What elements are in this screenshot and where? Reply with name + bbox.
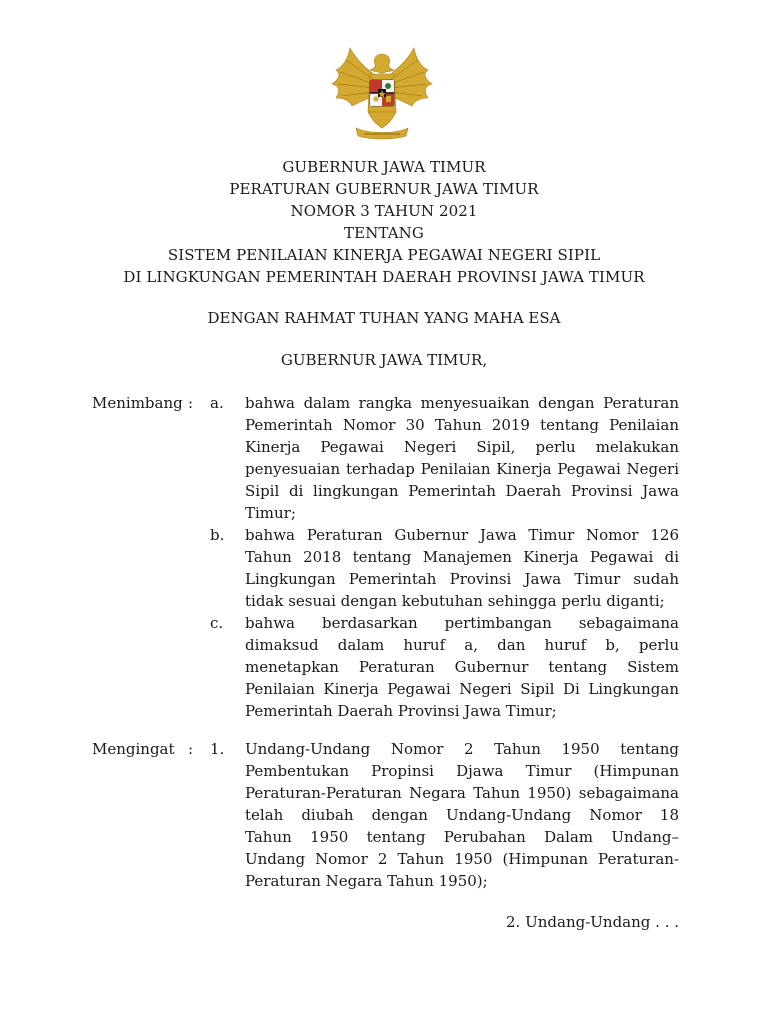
menimbang-item-c (0, 612, 768, 722)
menimbang-label: Menimbang (92, 394, 183, 412)
document-header (0, 156, 768, 288)
paragraph-line: Kinerja Pegawai Negeri Sipil, perlu melakukan (245, 438, 679, 456)
paragraph-line: Undang-Undang Nomor 2 Tahun 1950 tentang (245, 740, 679, 758)
paragraph-line: bahwa dalam rangka menyesuaikan dengan Peraturan (245, 394, 679, 412)
paragraph-line: Pemerintah Nomor 30 Tahun 2019 tentang Penilaian (245, 416, 679, 434)
paragraph-line: Penilaian Kinerja Pegawai Negeri Sipil Di Lingkungan (245, 680, 679, 698)
paragraph-line: dimaksud dalam huruf a, dan huruf b, perlu (245, 636, 679, 654)
mengingat-colon: : (188, 740, 194, 758)
menimbang-paragraph-c (245, 612, 679, 722)
item-marker-a: a. (210, 394, 224, 412)
authority-line: GUBERNUR JAWA TIMUR, (280, 351, 488, 369)
mengingat-section (0, 738, 768, 892)
paragraph-line: bahwa Peraturan Gubernur Jawa Timur Nomor 126 (245, 526, 679, 544)
item-marker-1: 1. (210, 740, 225, 758)
paragraph-line: menetapkan Peraturan Gubernur tentang Sistem (245, 658, 679, 676)
menimbang-item-a (0, 392, 768, 524)
menimbang-item-b (0, 524, 768, 612)
paragraph-line: bahwa berdasarkan pertimbangan sebagaimana (245, 614, 679, 632)
header-regulation-number: NOMOR 3 TAHUN 2021 (290, 202, 478, 220)
header-regulation-title: PERATURAN GUBERNUR JAWA TIMUR (229, 180, 539, 198)
page-continuation-note: 2. Undang-Undang . . . (506, 913, 679, 931)
menimbang-paragraph-a (245, 392, 679, 524)
paragraph-line: Tahun 1950 tentang Perubahan Dalam Undang– (245, 828, 679, 846)
menimbang-section (0, 392, 768, 722)
item-marker-c: c. (210, 614, 224, 632)
paragraph-line: Sipil di lingkungan Pemerintah Daerah Provinsi Jawa (245, 482, 679, 500)
menimbang-paragraph-b (245, 524, 679, 612)
paragraph-line: Timur; (245, 504, 296, 522)
opening-phrase: DENGAN RAHMAT TUHAN YANG MAHA ESA (207, 309, 561, 327)
paragraph-line: telah diubah dengan Undang-Undang Nomor 18 (245, 806, 679, 824)
mengingat-item-1 (0, 738, 768, 892)
paragraph-line: tidak sesuai dengan kebutuhan sehingga perlu diganti; (245, 592, 665, 610)
header-subject-line-1: SISTEM PENILAIAN KINERJA PEGAWAI NEGERI SIPIL (167, 246, 601, 264)
mengingat-paragraph-1 (245, 738, 679, 892)
mengingat-label: Mengingat (92, 740, 175, 758)
paragraph-line: Tahun 2018 tentang Manajemen Kinerja Pegawai di (245, 548, 679, 566)
paragraph-line: Pemerintah Daerah Provinsi Jawa Timur; (245, 702, 557, 720)
header-governor-title: GUBERNUR JAWA TIMUR (282, 158, 486, 176)
paragraph-line: penyesuaian terhadap Penilaian Kinerja Pegawai Negeri (245, 460, 679, 478)
paragraph-line: Lingkungan Pemerintah Provinsi Jawa Timur sudah (245, 570, 679, 588)
garuda-emblem-icon (328, 40, 436, 144)
menimbang-colon: : (188, 394, 194, 412)
header-tentang: TENTANG (344, 224, 424, 242)
header-subject-line-2: DI LINGKUNGAN PEMERINTAH DAERAH PROVINSI JAWA TIMUR (123, 268, 645, 286)
paragraph-line: Pembentukan Propinsi Djawa Timur (Himpunan (245, 762, 679, 780)
paragraph-line: Peraturan Negara Tahun 1950); (245, 872, 488, 890)
paragraph-line: Peraturan-Peraturan Negara Tahun 1950) sebagaimana (245, 784, 679, 802)
paragraph-line: Undang Nomor 2 Tahun 1950 (Himpunan Peraturan- (245, 850, 679, 868)
item-marker-b: b. (210, 526, 225, 544)
